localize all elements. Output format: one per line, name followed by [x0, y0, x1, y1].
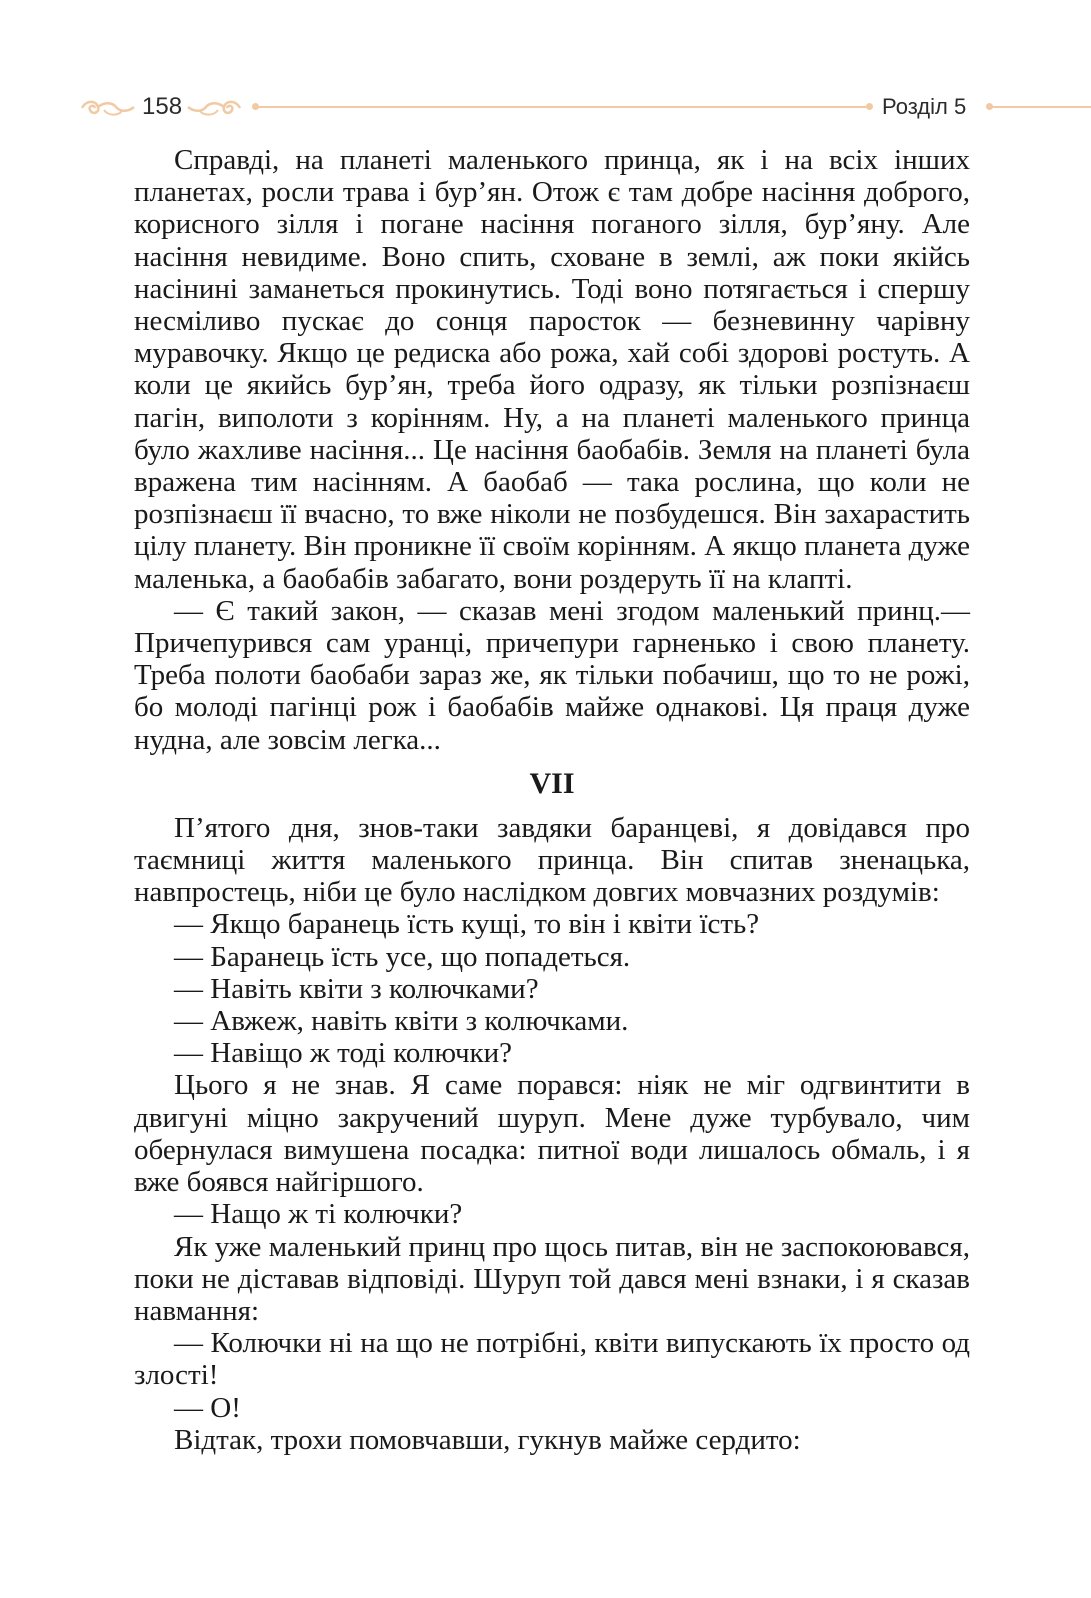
- paragraph: П’ятого дня, знов-таки завдяки баранцеві, я довідався про таємниці життя маленького принца. Він спитав зненацька, навпростець, ніби це було наслідком довгих мовчазних роздумів:: [134, 811, 970, 909]
- paragraph: Відтак, трохи помовчавши, гукнув майже сердито:: [174, 1423, 801, 1456]
- header-rule-tail: [990, 106, 1091, 108]
- dialogue-line: — Баранець їсть усе, що попадеться.: [174, 940, 631, 973]
- paragraph: Цього я не знав. Я саме порався: ніяк не міг одгвинтити в двигуні міцно закручений шуруп. Мене дуже турбувало, чим обернулася вимушена посадка: питної води лишалось обмаль, і я вже боявся найгіршого.: [134, 1069, 970, 1199]
- dialogue-line: — Авжеж, навіть квіти з колючками.: [174, 1005, 629, 1038]
- dialogue-line: — Навіщо ж тоді колючки?: [174, 1037, 513, 1070]
- swirl-ornament-icon: [186, 94, 244, 120]
- body-text: [134, 144, 970, 1456]
- header-rule: [258, 106, 866, 108]
- dialogue-line: — Колючки ні на що не потрібні, квіти випускають їх просто од злості!: [134, 1327, 970, 1392]
- dialogue-line: — Якщо баранець їсть кущі, то він і квіти їсть?: [174, 908, 760, 941]
- page-number: 158: [142, 93, 183, 120]
- swirl-ornament-icon: [78, 94, 136, 120]
- section-label: Розділ 5: [882, 94, 967, 119]
- paragraph: Справді, на планеті маленького принца, як і на всіх інших планетах, росли трава і бур’ян. Отож є там добре насіння доброго, корисного зілля і погане насіння поганого зілля, бур’яну. Але насіння невидиме. Воно спить, сховане в землі, аж поки якійсь насінині заманеться прокинутись. Тоді воно потягається і спершу несміливо пускає до сонця паросток — безневинну чарівну муравочку. Якщо це редиска або рожа, хай собі здорові ростуть. А коли це якийсь бур’ян, треба його одразу, як тільки розпізнаєш пагін, виполоти з корінням. Ну, а на планеті маленького принца було жахливе насіння... Це насіння баобабів. Земля на планеті була вражена тим насінням. А баобаб — така рослина, що коли не розпізнаєш її вчасно, то вже ніколи не позбудешся. Він захарастить цілу планету. Він проникне її своїм корінням. А якщо планета дуже маленька, а баобабів забагато, вони роздеруть її на клапті.: [134, 144, 970, 595]
- dialogue-line: — О!: [174, 1391, 241, 1424]
- paragraph: — Є такий закон, — сказав мені згодом маленький принц.— Причепурився сам уранці, причепури гарненько і свою планету. Треба полоти баобаби зараз же, як тільки побачиш, що то не рожі, бо молоді пагінці рож і баобабів майже однакові. Ця праця дуже нудна, але зовсім легка...: [134, 594, 970, 756]
- page-header: [0, 80, 1091, 134]
- chapter-title: VII: [529, 766, 575, 800]
- rule-dot: [866, 103, 873, 110]
- dialogue-line: — Навіть квіти з колючками?: [174, 972, 539, 1005]
- paragraph: Як уже маленький принц про щось питав, він не заспокоювався, поки не діставав відповіді. Шуруп той дався мені взнаки, і я сказав навмання:: [134, 1230, 970, 1327]
- dialogue-line: — Нащо ж ті колючки?: [174, 1198, 463, 1231]
